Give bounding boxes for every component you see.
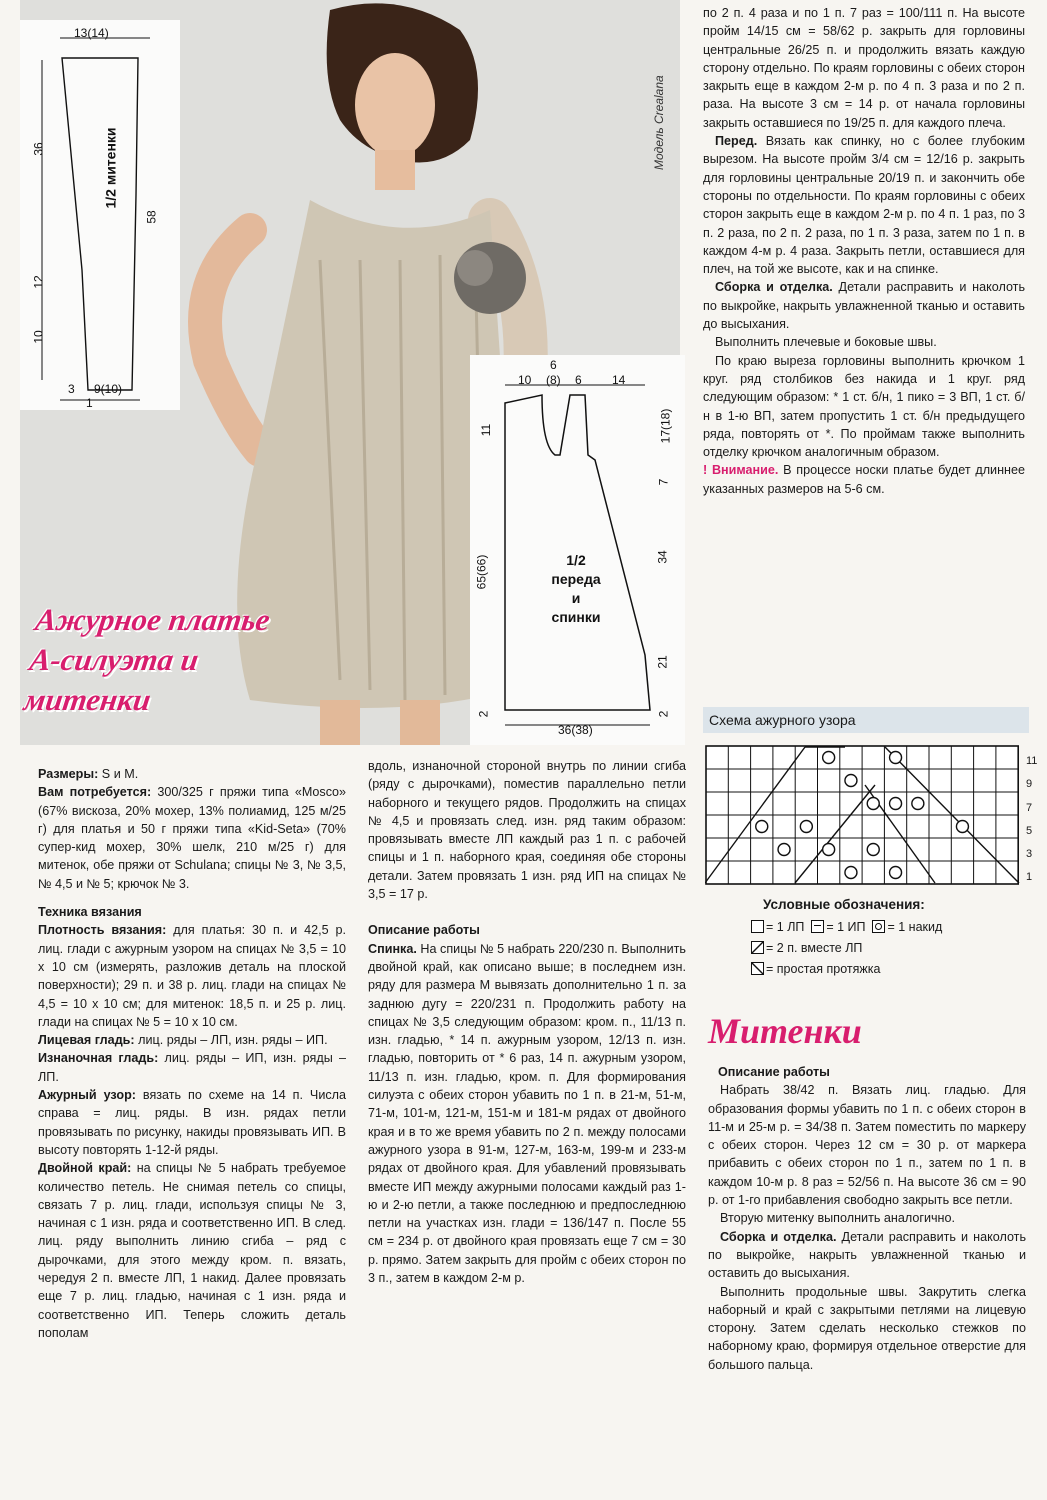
k2tog-symbol-icon [751,941,764,954]
density-value: для платья: 30 п. и 42,5 р. лиц. глади с ажурным узором на спицах № 3,5 = 10 х 10 см (измерять, разложив деталь на плоской поверхности); 29 п. и 38 р. лиц. глади на спицах № 4,5 = 10 х 10 см; для митенок: 18,5 п. и 25 р. лиц. глади на спицах № 5 = 10 х 10 см. [38,923,346,1029]
mittens-assembly-label: Сборка и отделка. [720,1229,837,1244]
sizes-value: S и M. [98,767,139,781]
row-number: 11 [1026,755,1038,767]
sizes-label: Размеры: [38,767,99,781]
title-line-3: митенки [21,682,154,717]
yarnover-mark [756,821,768,833]
yarnover-mark [890,798,902,810]
yarnover-mark [823,752,835,764]
back-label: Спинка. [368,941,417,956]
yarnover-mark [800,821,812,833]
column-1 [38,765,346,1342]
purl-symbol-icon [811,920,824,933]
double-edge-label: Двойной край: [38,1161,132,1176]
row-number: 5 [1026,824,1033,837]
dress-diagram [470,355,685,745]
mitten-bottom-3: 3 [68,382,75,396]
mitten-total-height: 58 [144,210,159,224]
model-credit: Модель Crealana [652,75,666,170]
double-edge-value: на спицы № 5 набрать требуемое количество петель. Не снимая петель со спицы, связать 7 р. лиц. глади, используя спицы № 3, начиная с 1 изн. ряда и соответственно ИП. В след. лиц. ряду выполнить линию сгиба – ряд с дырочками, для этого между кром. п. вязать, чередуя 2 п. вместе ЛП, 1 накид. Далее провязать еще 7 р. лиц. гладью, начиная с 1 изн. ряда и соответственно ИП. Теперь сложить деталь пополам [38,1161,346,1340]
yarnover-mark [890,867,902,879]
center-label-line: спинки [551,609,601,625]
yarnover-mark [890,752,902,764]
seams-text: Выполнить плечевые и боковые швы. [715,335,937,350]
dress-right-34: 34 [655,550,670,564]
legend-title: Условные обозначения: [763,897,925,912]
dress-top-14: 14 [612,373,626,387]
column-2 [368,757,686,1287]
neck-text: По краю выреза горловины выполнить крючком 1 круг. ряд столбиков без накида и 1 круг. ряд следующим образом: * 1 ст. б/н, 1 пико = 3 ВП, 1 ст. б/н в 1-ю ВП, затем пропустить 1 ст. б/н предыдущего ряда, повторять от *. По проймам также выполнить отделку крючком аналогичным образом. [703,353,1025,460]
technique-title: Техника вязания [38,905,142,920]
row-number: 1 [1026,871,1033,884]
legend-row-3 [751,962,1025,976]
legend [705,897,1025,976]
dress-center-label [538,551,614,627]
column-3-top [703,4,1025,498]
mittens-desc-title: Описание работы [718,1065,830,1079]
purl-stitch-label: Изнаночная гладь: [38,1051,159,1066]
row-number: 9 [1026,778,1033,791]
dress-top-8: (8) [546,373,561,387]
front-value: Вязать как спинку, но с более глубоким вырезом. На высоте пройм 3/4 см = 12/16 р. закрыть для горловины центральные 20/19 п. и закончить обе стороны по отдельности. По краям горловины с обеих сторон закрыть еще в каждом 2-м р. по 4 п. 1 раз, по 3 п. 2 раза, по 2 п. 2 раза, по 1 п. 3 раза, затем по 1 п. в каждом 4-м р. 4 раза. Закрыть петли, оставшиеся для плеч, на той же высоте, как и на спинке. [703,134,1025,277]
work-desc-title: Описание работы [368,923,480,938]
mitten-height-10: 10 [31,330,46,344]
dress-right-21: 21 [655,655,670,669]
article-title [22,600,369,720]
yarnover-symbol-icon [872,920,885,933]
need-value: 300/325 г пряжи типа «Mosco» (67% вискоза, 20% мохер, 13% полиамид, 125 м/25 г) для платья и 50 г пряжи типа «Kid-Seta» (70% супер-кид мохер, 30% шелк, 210 м/25 г) для митенок, обе пряжи от Schulana; спицы № 3, № 3,5, № 4,5 и № 5; крючок № 3. [38,785,346,891]
center-label-line: 1/2 [566,552,586,568]
title-line-2: А-силуэта и [27,642,201,677]
mitten-label: 1/2 митенки [102,127,119,209]
legend-k2tog: = 2 п. вместе ЛП [766,941,863,955]
dress-outline [470,355,685,745]
legend-skp: = простая протяжка [766,962,881,976]
attention-value: В процессе носки платье будет длиннее указанных размеров на 5-6 см. [703,463,1025,496]
dress-right-17: 17(18) [658,408,673,444]
mitten-top-width: 13(14) [74,26,109,40]
purl-stitch-value: лиц. ряды – ИП, изн. ряды – ЛП. [38,1051,346,1084]
col2-continued: вдоль, изнаночной стороной внутрь по линии сгиба (ряду с дырочками), поместив параллельно петли наборного и текущего рядов. Продолжить на спицах № 4,5 и провязать след. изн. ряд таким образом: провязывать вместе ЛП каждый раз 1 п. с рабочей спицы и 1 п. наборного края, соединяя обе стороны детали. Затем провязать 1 изн. ряд ИП на спицах № 3,5 = 17 р. [368,759,686,902]
dress-right-7: 7 [656,478,671,486]
back-value: На спицы № 5 набрать 220/230 п. Выполнить двойной край, как описано выше; в последнем изн. ряду для размера М вывязать дополнительно 1 п. за заднюю дугу = 220/231 п. Продолжить работу на спицах № 3,5 следующим образом: кром. п., 11/13 п. изн. гладью, * 14 п. ажурным узором, 12/13 п. изн. гладью, повторить от * 6 раз, 14 п. ажурным узором, 11/13 п. изн. гладью, кром. п. Для формирования силуэта с обеих сторон убавить по 1 п. в 21-м, 51-м, 71-м, 101-м, 121-м, 151-м и 181-м рядах от двойного края и в то же время убавить по 2 п. между полосами ажурного узора в 91-м, 127-м, 163-м, 199-м и 233-м рядах от двойного края. Для убавлений провязывать вместе ИП между ажурными полосами каждый раз 1-ю и 2-ю петли, а также последнюю и предпоследнюю петли на участках изн. глади = 136/147 п. После 55 см = 234 р. от двойного края провязать еще 7 см = 30 р. прямо. Затем закрыть для пройм с обеих сторон по 3 п., затем в каждом 2-м р. [368,941,686,1286]
yarnover-mark [845,775,857,787]
mitten-bottom-mark: 1 [86,396,93,410]
legend-knit: = 1 ЛП [766,920,805,934]
mittens-second: Вторую митенку выполнить аналогично. [720,1211,956,1226]
skp-symbol-icon [751,962,764,975]
assembly-value: Детали расправить и наколоть по выкройке, накрыть увлажненной тканью и оставить до высыхания. [703,280,1026,332]
yarnover-mark [845,867,857,879]
lace-label: Ажурный узор: [38,1088,136,1103]
mitten-height-36: 36 [31,142,46,156]
yarnover-mark [778,844,790,856]
mittens-desc: Набрать 38/42 п. Вязать лиц. гладью. Для образования формы убавить по 1 п. с обеих сторон в 11-м и 25-м р. = 34/38 п. Затем поместить по маркеру с обеих сторон. Через 12 см = 30 р. от маркера прибавить с обеих сторон по 1 п., затем по 1 п. в каждом 10-м р. 8 раз = 52/56 п. На высоте 36 см = 90 р. от 1-го прибавления свободно закрыть все петли. [708,1083,1026,1208]
lace-value: вязать по схеме на 14 п. Числа справа = лиц. ряды. В изн. рядах петли провязывать по рисунку, накиды провязывать ИП. В высоту повторять 1-12-й ряды. [38,1088,347,1157]
dress-left-11: 11 [479,423,494,437]
legend-yarnover: = 1 накид [887,920,943,934]
col3-continued: по 2 п. 4 раза и по 1 п. 7 раз = 100/111 п. На высоте пройм 14/15 см = 58/62 р. закрыть для горловины центральные 26/25 п. и продолжить вязать каждую сторону отдельно. По краям горловины с обеих сторон закрыть еще в каждом 2-м р. по 4 п. 3 раза и по 2 п. раза. На высоте 3 см = 14 р. от начала горловины закрыть оставшиеся по 19/25 п. для каждого плеча. [703,6,1025,130]
mittens-assembly-value: Детали расправить и наколоть по выкройке, накрыть увлажненной тканью и оставить до высыхания. [708,1229,1027,1281]
yarnover-mark [867,798,879,810]
center-label-line: переда [551,571,601,587]
scheme-title: Схема ажурного узора [703,707,1029,733]
face-stitch-value: лиц. ряды – ЛП, изн. ряды – ИП. [134,1033,328,1048]
mitten-bottom-9: 9(10) [94,382,123,396]
row-number: 7 [1026,801,1033,814]
yarnover-mark [867,844,879,856]
dress-top-10: 10 [518,373,532,387]
mitten-diagram [20,20,180,410]
knit-symbol-icon [751,920,764,933]
need-label: Вам потребуется: [38,785,152,800]
title-line-1: Ажурное платье [33,602,273,637]
face-stitch-label: Лицевая гладь: [38,1033,135,1048]
row-number: 3 [1026,848,1033,861]
yarnover-mark [912,798,924,810]
attention-label: ! Внимание. [703,463,779,478]
mitten-height-12: 12 [31,275,46,289]
front-label: Перед. [715,134,758,149]
dress-bottom-width: 36(38) [558,723,593,737]
mittens-title: Митенки [708,1011,862,1051]
dress-top-extra: 6 [550,358,557,372]
yarnover-mark [823,844,835,856]
lace-chart-grid [705,745,1020,887]
yarnover-mark [956,821,968,833]
dress-left-65: 65(66) [474,554,489,590]
column-3-bottom [708,1063,1026,1374]
legend-row-2 [751,941,1025,955]
dress-left-2: 2 [476,710,491,718]
dress-right-2: 2 [656,710,671,718]
chart-row-numbers [1026,750,1046,890]
lace-chart [705,745,1020,892]
legend-row-1 [751,920,1025,934]
density-label: Плотность вязания: [38,923,167,938]
dress-top-6: 6 [575,373,582,387]
legend-purl: = 1 ИП [826,920,866,934]
assembly-label: Сборка и отделка. [715,280,833,295]
center-label-line: и [571,590,581,606]
mittens-seams: Выполнить продольные швы. Закрутить слегка наборный и край с закрытыми петлями на лицевую сторону. Затем сделать несколько стежков по наборному краю, формируя отдельное отверстие для большого пальца. [708,1284,1026,1372]
